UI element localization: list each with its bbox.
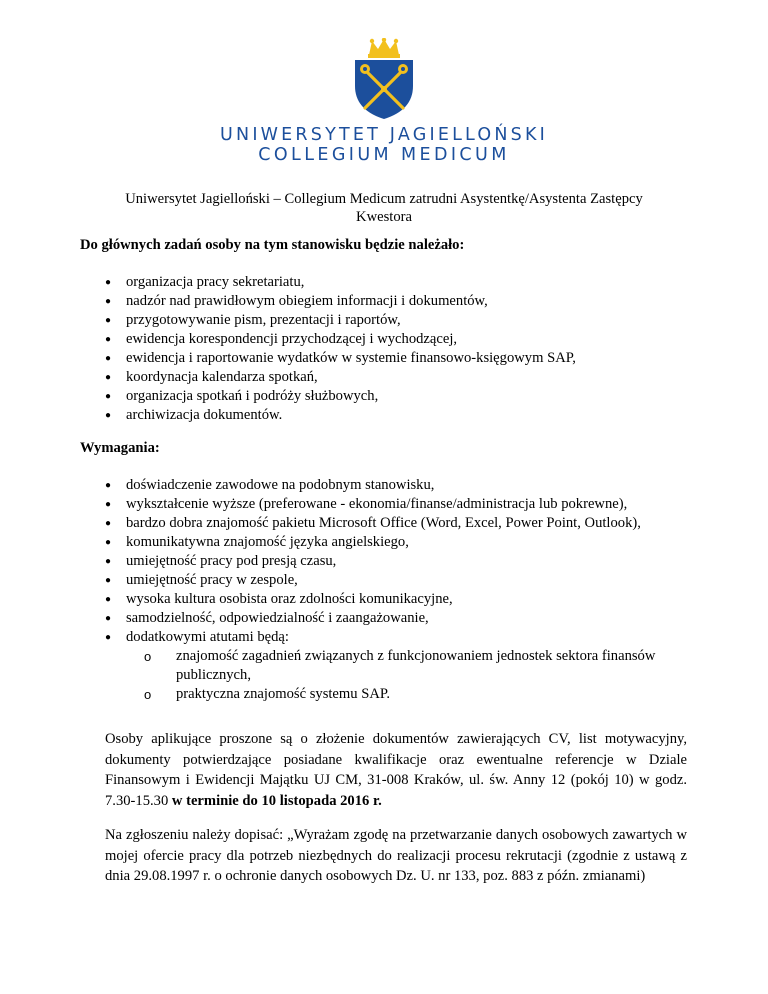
requirements-list [80,476,690,647]
list-item: ● komunikatywna znajomość języka angielskiego, [105,534,409,550]
bullet-icon: ● [105,499,112,510]
additional-assets-list [140,647,680,704]
bullet-icon: ● [105,391,112,402]
list-item: ● dodatkowymi atutami będą: [105,629,289,645]
college-name: COLLEGIUM MEDICUM [258,145,510,165]
circle-bullet-icon: o [144,649,152,664]
bullet-icon: ● [105,632,112,643]
bullet-icon: ● [105,613,112,624]
bullet-icon: ● [105,277,112,288]
duties-heading: Do głównych zadań osoby na tym stanowisku będzie należało: [80,237,465,253]
intro-line-2: Kwestora [356,209,412,225]
consent-clause [105,825,687,887]
intro-line-1: Uniwersytet Jagielloński – Collegium Medicum zatrudni Asystentkę/Asystenta Zastępcy [125,191,643,207]
list-item: ● samodzielność, odpowiedzialność i zaangażowanie, [105,610,429,626]
bullet-icon: ● [105,315,112,326]
bullet-icon: ● [105,353,112,364]
bullet-icon: ● [105,372,112,383]
bullet-icon: ● [105,556,112,567]
application-instructions [105,729,687,811]
list-item: ● przygotowywanie pism, prezentacji i raportów, [105,312,401,328]
university-name: UNIWERSYTET JAGIELLOŃSKI [220,125,548,145]
list-item: ● organizacja spotkań i podróży służbowych, [105,388,379,404]
list-item: ● ewidencja i raportowanie wydatków w systemie finansowo-księgowym SAP, [105,350,576,366]
university-logo [0,38,768,165]
list-item: ● bardzo dobra znajomość pakietu Microsoft Office (Word, Excel, Power Point, Outlook), [105,515,641,531]
application-text: Osoby aplikujące proszone są o złożenie dokumentów zawierających CV, list motywacyjny, dokumenty potwierdzające posiadane kwalifikacje oraz ewentualne referencje w Dziale Finansowym i Ewidencji Majątku UJ CM, 31-008 Kraków, ul. św. Anny 12 (pokój 10) w godz. 7.30-15.30 [105,731,687,809]
list-item: ● archiwizacja dokumentów. [105,407,283,423]
bullet-icon: ● [105,296,112,307]
job-announcement-title [108,190,660,226]
list-item: ● nadzór nad prawidłowym obiegiem informacji i dokumentów, [105,293,488,309]
circle-bullet-icon: o [144,687,152,702]
crest-icon [347,38,421,120]
sub-list-item: o znajomość zagadnień związanych z funkcjonowaniem jednostek sektora finansów publicznych, [144,648,656,683]
list-item: ● organizacja pracy sekretariatu, [105,274,305,290]
requirements-heading: Wymagania: [80,440,160,456]
bullet-icon: ● [105,537,112,548]
duties-list [80,273,690,425]
list-item: ● wykształcenie wyższe (preferowane - ekonomia/finanse/administracja lub pokrewne), [105,496,628,512]
bullet-icon: ● [105,334,112,345]
list-item: ● umiejętność pracy pod presją czasu, [105,553,337,569]
sub-list-item: o praktyczna znajomość systemu SAP. [144,686,391,702]
consent-text: Na zgłoszeniu należy dopisać: „Wyrażam zgodę na przetwarzanie danych osobowych zawartych w mojej ofercie pracy dla potrzeb niezbędnych do realizacji procesu rekrutacji (zgodnie z ustawą z dnia 29.08.1997 r. o ochronie danych osobowych Dz. U. nr 133, poz. 883 z późn. zmianami) [105,827,687,884]
list-item: ● ewidencja korespondencji przychodzącej i wychodzącej, [105,331,458,347]
list-item: ● umiejętność pracy w zespole, [105,572,298,588]
bullet-icon: ● [105,410,112,421]
bullet-icon: ● [105,480,112,491]
list-item: ● doświadczenie zawodowe na podobnym stanowisku, [105,477,435,493]
bullet-icon: ● [105,518,112,529]
application-deadline: w terminie do 10 listopada 2016 r. [171,792,382,809]
bullet-icon: ● [105,594,112,605]
bullet-icon: ● [105,575,112,586]
list-item: ● koordynacja kalendarza spotkań, [105,369,318,385]
list-item: ● wysoka kultura osobista oraz zdolności komunikacyjne, [105,591,453,607]
